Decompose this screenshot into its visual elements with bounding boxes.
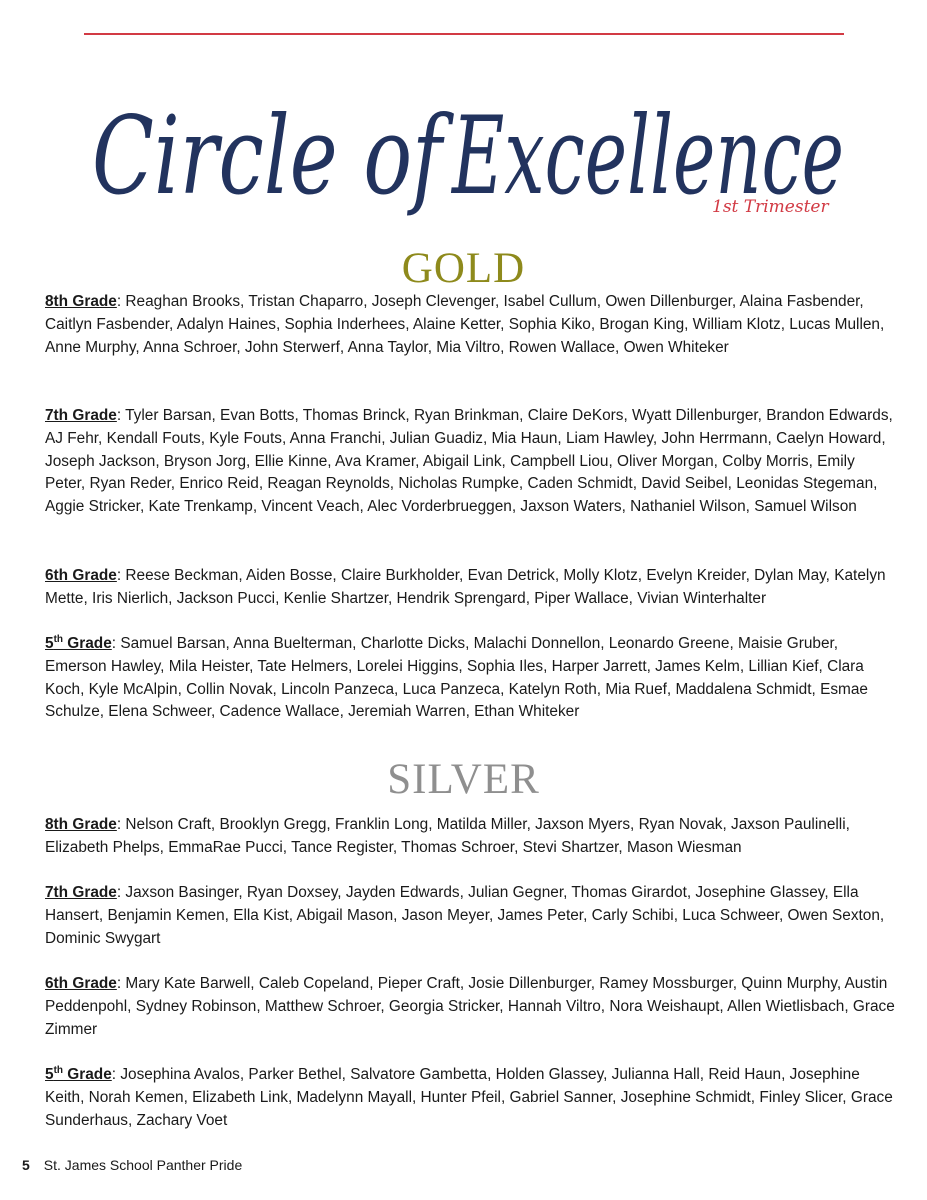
grade-label: 6th Grade: [45, 567, 117, 584]
page-footer: [22, 1157, 242, 1173]
gold-8th-grade: [45, 291, 895, 359]
grade-label: 5th Grade: [45, 1064, 112, 1083]
student-names: : Josephina Avalos, Parker Bethel, Salvatore Gambetta, Holden Glassey, Julianna Hall, Reid Haun, Josephine Keith, Norah Kemen, Elizabeth Link, Madelynn Mayall, Hunter Pfeil, Gabriel Sanner, Josephine Schmidt, Finley Slicer, Grace Sunderhaus, Zachary Voet: [45, 1066, 893, 1129]
student-names: : Mary Kate Barwell, Caleb Copeland, Pieper Craft, Josie Dillenburger, Ramey Mossburger, Quinn Murphy, Austin Peddenpohl, Sydney Robinson, Matthew Schroer, Georgia Stricker, Hannah Viltro, Nora Weishaupt, Allen Wietlisbach, Grace Zimmer: [45, 975, 895, 1038]
gold-heading: GOLD: [401, 245, 526, 292]
student-names: : Nelson Craft, Brooklyn Gregg, Franklin Long, Matilda Miller, Jaxson Myers, Ryan Novak, Jaxson Paulinelli, Elizabeth Phelps, EmmaRae Pucci, Tance Register, Thomas Schroer, Stevi Shartzer, Mason Wiesman: [45, 816, 850, 856]
title-excellence: Excellence: [450, 94, 844, 218]
trimester-subtitle: 1st Trimester: [712, 197, 829, 217]
student-names: : Reese Beckman, Aiden Bosse, Claire Burkholder, Evan Detrick, Molly Klotz, Evelyn Kreider, Dylan May, Katelyn Mette, Iris Nierlich, Jackson Pucci, Kenlie Shartzer, Hendrik Sprengard, Piper Wallace, Vivian Winterhalter: [45, 567, 886, 607]
silver-8th-grade: [45, 814, 895, 860]
grade-label: 8th Grade: [45, 293, 117, 310]
grade-label: 7th Grade: [45, 884, 117, 901]
top-divider: [84, 33, 844, 35]
page-title: [0, 38, 927, 218]
silver-heading: SILVER: [387, 756, 540, 803]
silver-6th-grade: [45, 973, 895, 1041]
silver-7th-grade: [45, 882, 895, 950]
student-names: : Samuel Barsan, Anna Buelterman, Charlotte Dicks, Malachi Donnellon, Leonardo Greene, Maisie Gruber, Emerson Hawley, Mila Heister, Tate Helmers, Lorelei Higgins, Sophia Iles, Harper Jarrett, James Kelm, Lillian Kief, Clara Koch, Kyle McAlpin, Collin Novak, Lincoln Panzeca, Luca Panzeca, Katelyn Roth, Mia Ruef, Maddalena Schmidt, Esmae Schulze, Elena Schweer, Cadence Wallace, Jeremiah Warren, Ethan Whiteker: [45, 635, 868, 721]
publication-name: St. James School Panther Pride: [43, 1157, 243, 1173]
grade-label: 8th Grade: [45, 816, 117, 833]
gold-6th-grade: [45, 565, 895, 611]
student-names: : Jaxson Basinger, Ryan Doxsey, Jayden Edwards, Julian Gegner, Thomas Girardot, Josephine Glassey, Ella Hansert, Benjamin Kemen, Ella Kist, Abigail Mason, Jason Meyer, James Peter, Carly Schibi, Luca Schweer, Owen Sexton, Dominic Swygart: [45, 884, 885, 947]
grade-label: 6th Grade: [45, 975, 117, 992]
page-number: 5: [22, 1157, 30, 1173]
grade-label: 5th Grade: [45, 633, 112, 652]
student-names: : Tyler Barsan, Evan Botts, Thomas Brinck, Ryan Brinkman, Claire DeKors, Wyatt Dillenburger, Brandon Edwards, AJ Fehr, Kendall Fouts, Kyle Fouts, Anna Franchi, Julian Guadiz, Mia Haun, Liam Hawley, John Herrmann, Caelyn Howard, Joseph Jackson, Bryson Jorg, Ellie Kinne, Ava Kramer, Abigail Link, Campbell Liou, Oliver Morgan, Colby Morris, Emily Peter, Ryan Reder, Enrico Reid, Reagan Reynolds, Nicholas Rumpke, Caden Schmidt, David Seibel, Leonidas Stegeman, Aggie Stricker, Kate Trenkamp, Vincent Veach, Alec Vorderbrueggen, Jaxson Waters, Nathaniel Wilson, Samuel Wilson: [45, 407, 893, 516]
gold-7th-grade: [45, 405, 895, 519]
gold-5th-grade: [45, 633, 895, 724]
grade-label: 7th Grade: [45, 407, 117, 424]
student-names: : Reaghan Brooks, Tristan Chaparro, Joseph Clevenger, Isabel Cullum, Owen Dillenburger, Alaina Fasbender, Caitlyn Fasbender, Adalyn Haines, Sophia Inderhees, Alaine Ketter, Sophia Kiko, Brogan King, William Klotz, Lucas Mullen, Anne Murphy, Anna Schroer, John Sterwerf, Anna Taylor, Mia Viltro, Rowen Wallace, Owen Whiteker: [45, 293, 885, 356]
title-circle-of: Circle of: [92, 94, 455, 218]
silver-5th-grade: [45, 1064, 895, 1132]
